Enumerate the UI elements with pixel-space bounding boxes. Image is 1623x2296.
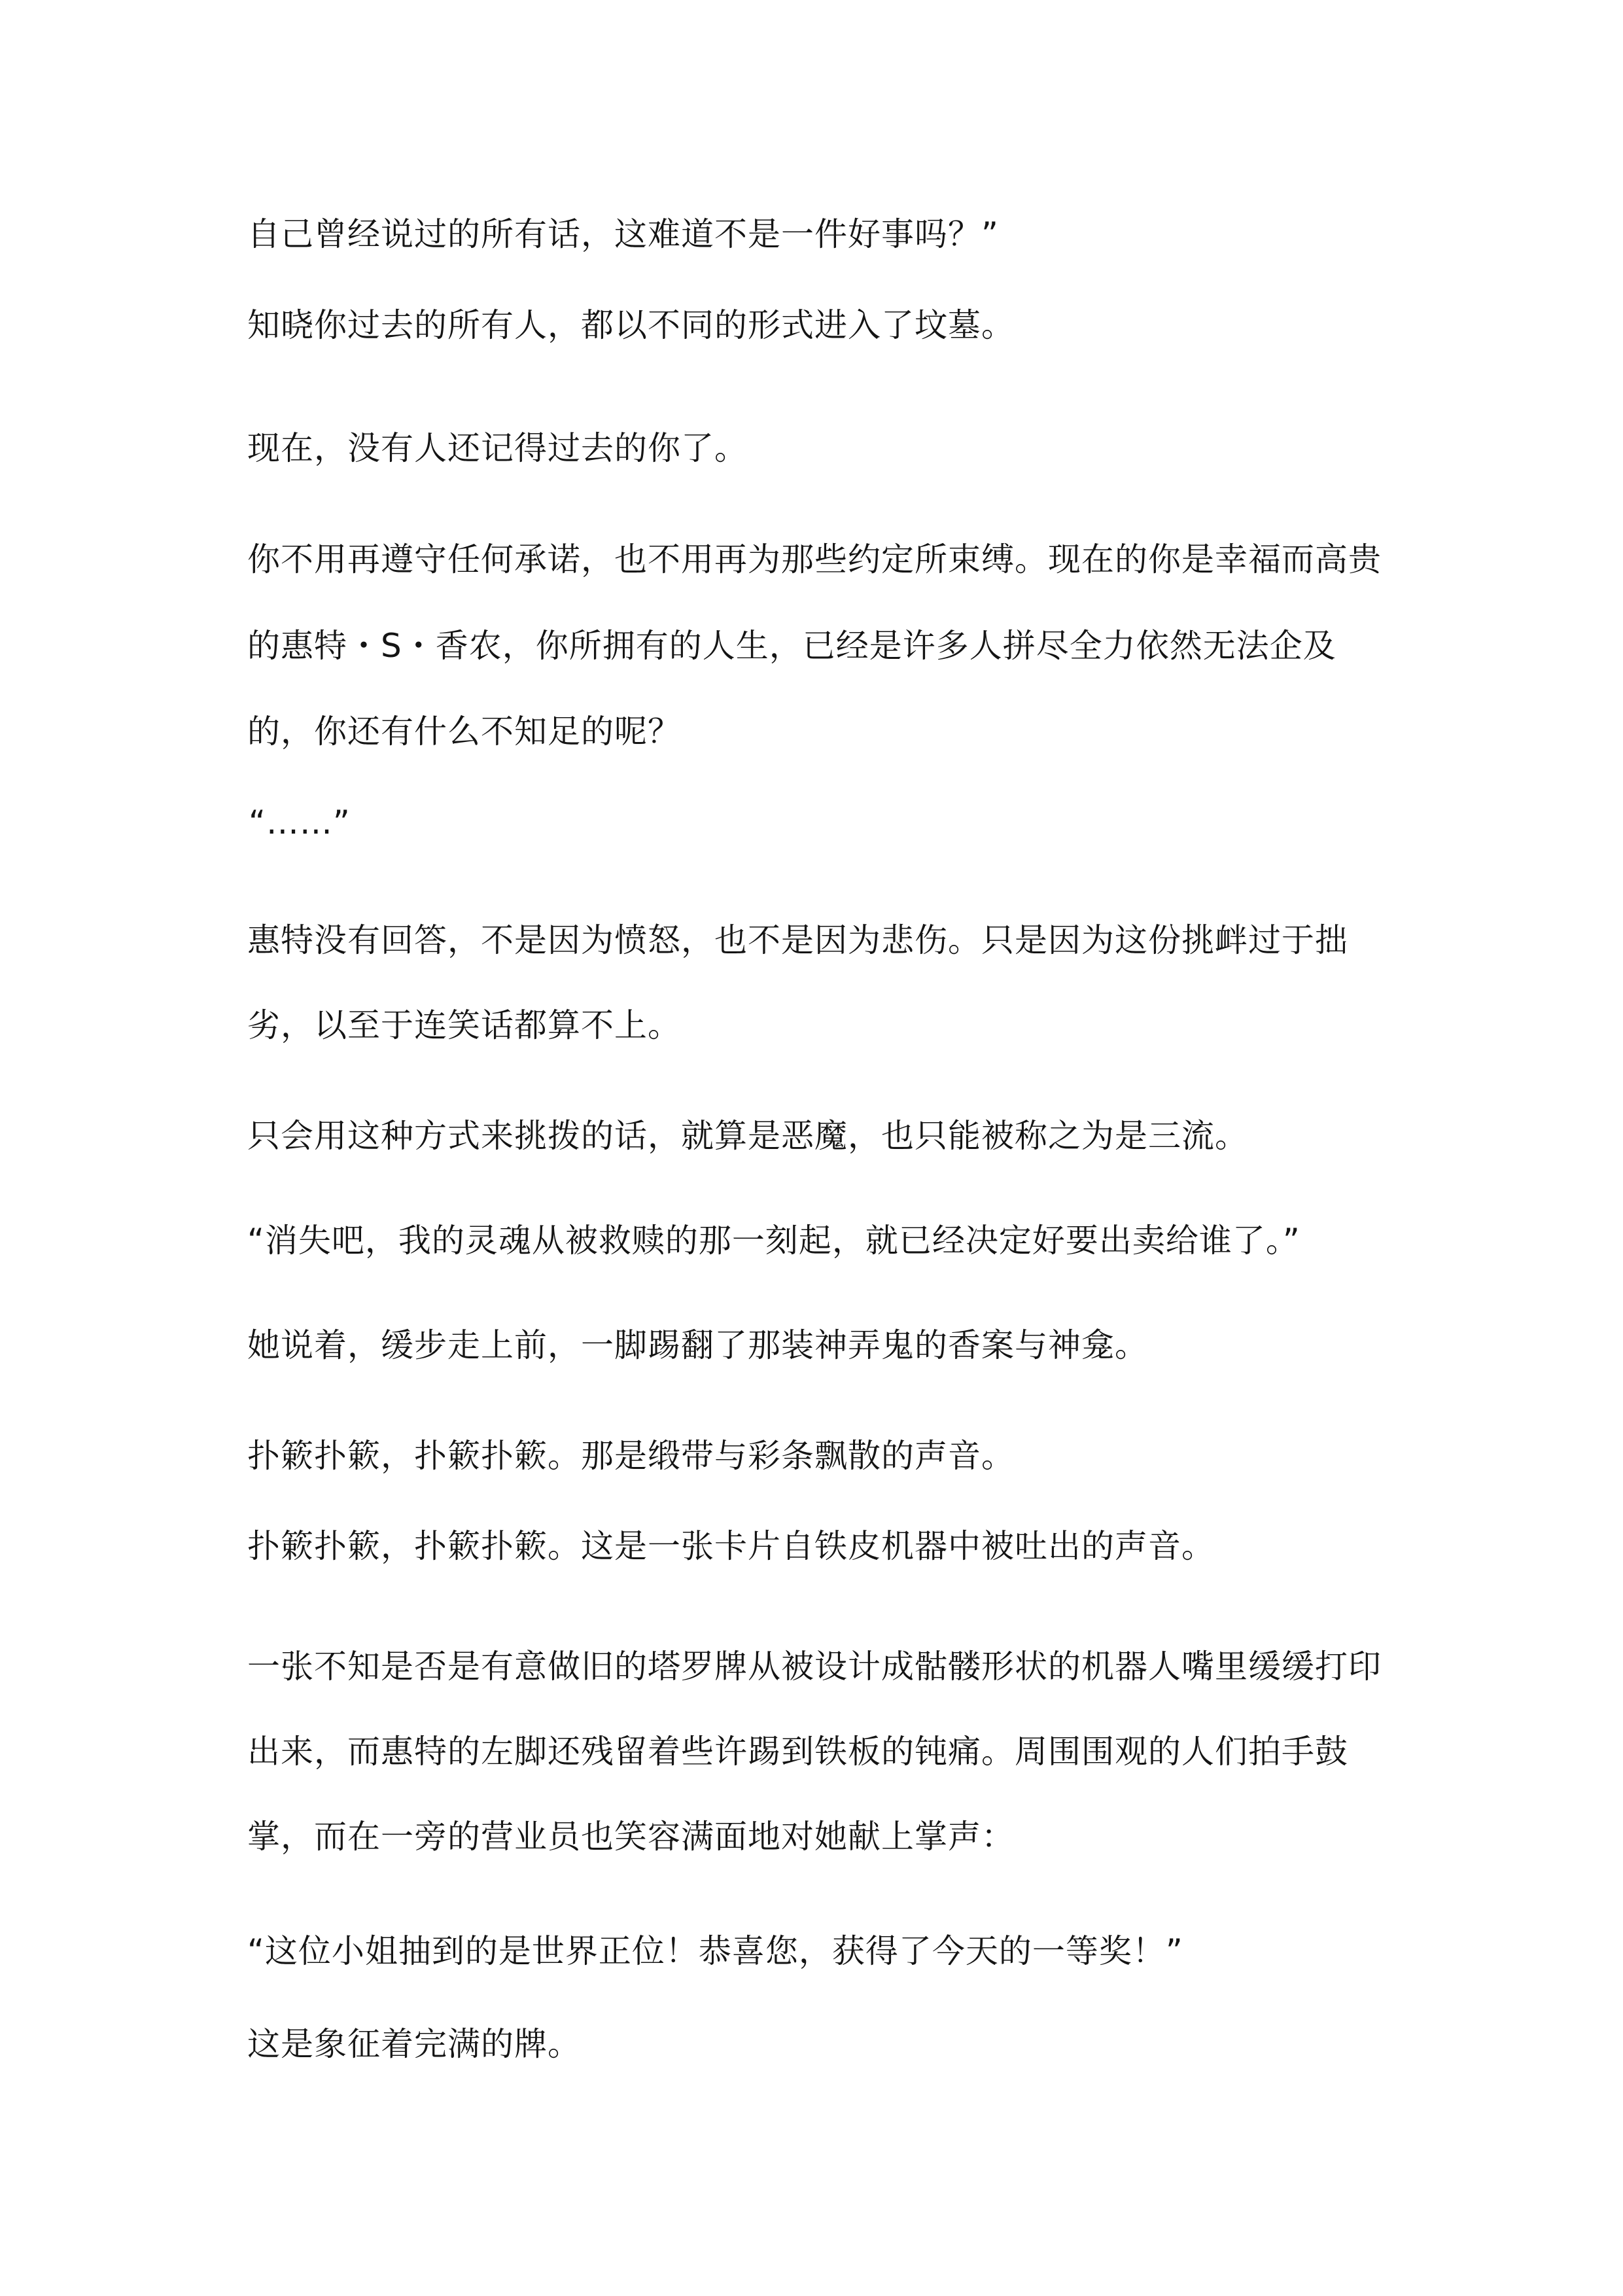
text-line-11: “消失吧，我的灵魂从被救赎的那一刻起，就已经决定好要出卖给谁了。” [247,1222,1300,1260]
text-line-18: “这位小姐抽到的是世界正位！恭喜您，获得了今天的一等奖！” [247,1932,1183,1970]
text-line-12: 她说着，缓步走上前，一脚踢翻了那装神弄鬼的香案与神龛。 [247,1326,1148,1364]
text-line-8: 惠特没有回答，不是因为愤怒，也不是因为悲伤。只是因为这份挑衅过于拙 [247,921,1348,959]
text-line-16: 出来，而惠特的左脚还残留着些许踢到铁板的钝痛。周围围观的人们拍手鼓 [247,1733,1348,1771]
text-line-19: 这是象征着完满的牌。 [247,2025,581,2063]
text-line-15: 一张不知是否是有意做旧的塔罗牌从被设计成骷髅形状的机器人嘴里缓缓打印 [247,1648,1382,1686]
text-line-9: 劣，以至于连笑话都算不上。 [247,1006,681,1044]
text-line-3: 现在，没有人还记得过去的你了。 [247,429,748,467]
text-line-14: 扑簌扑簌，扑簌扑簌。这是一张卡片自铁皮机器中被吐出的声音。 [247,1527,1215,1565]
text-line-5: 的惠特・S・香农，你所拥有的人生，已经是许多人拼尽全力依然无法企及 [247,627,1336,665]
text-line-4: 你不用再遵守任何承诺，也不用再为那些约定所束缚。现在的你是幸福而高贵 [247,540,1382,578]
text-line-7: “……” [249,804,351,841]
text-line-10: 只会用这种方式来挑拨的话，就算是恶魔，也只能被称之为是三流。 [247,1117,1248,1155]
text-line-6: 的，你还有什么不知足的呢？ [247,713,681,751]
text-line-1: 自己曾经说过的所有话，这难道不是一件好事吗？” [247,215,999,253]
text-line-17: 掌，而在一旁的营业员也笑容满面地对她献上掌声： [247,1818,1015,1856]
text-line-13: 扑簌扑簌，扑簌扑簌。那是缎带与彩条飘散的声音。 [247,1437,1015,1475]
text-line-2: 知晓你过去的所有人，都以不同的形式进入了坟墓。 [247,306,1015,344]
